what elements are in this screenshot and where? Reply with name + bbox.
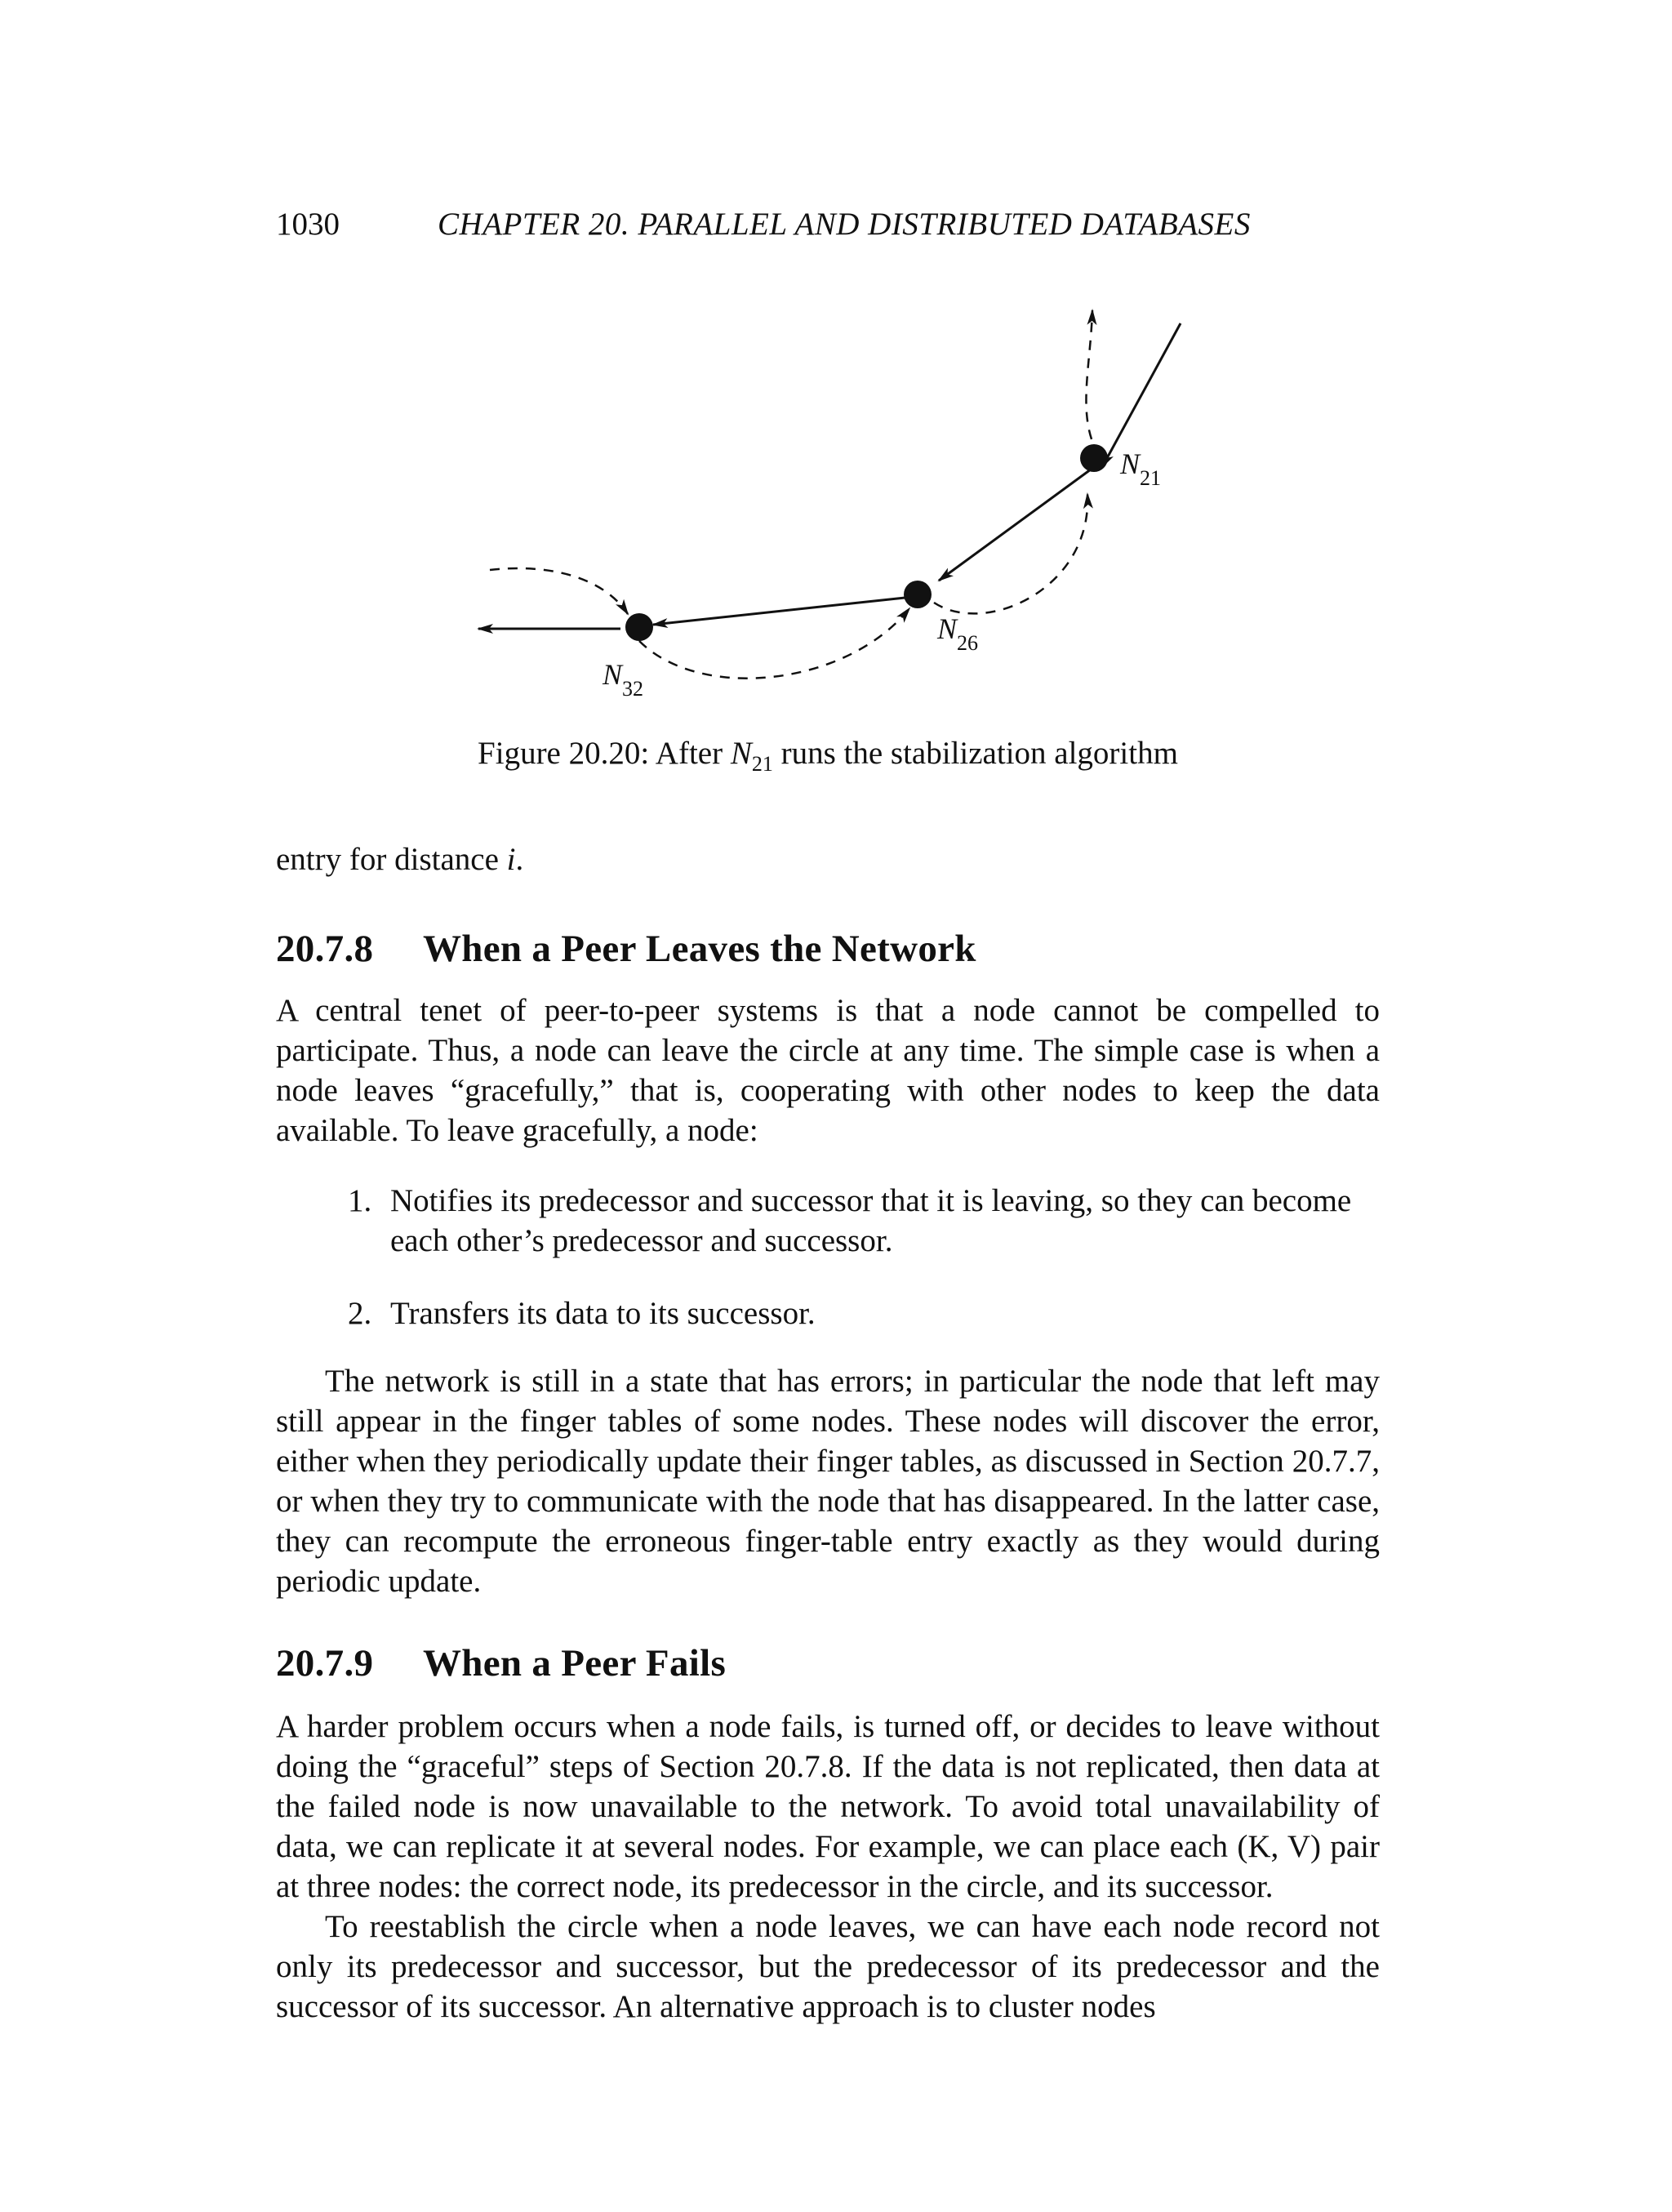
node-n32-label: N32 <box>603 658 644 701</box>
dashed-edge-n32-to-n26 <box>639 608 909 679</box>
section-number: 20.7.9 <box>276 1642 374 1685</box>
paragraph-harder-problem: A harder problem occurs when a node fails, is turned off, or decides to leave without doing the “graceful” steps of Section 20.7.8. If the data is not replicated, then data at the failed node is now unavailable to the network. To avoid total unavailability of data, we can replicate it at several nodes. For example, we can place each (K, V) pair at three nodes: the correct node, its predecessor in the circle, and its successor. <box>276 1709 1380 1904</box>
edge-n26-to-n32 <box>653 597 913 625</box>
dashed-edge-incoming-to-n32 <box>490 568 628 614</box>
figure-chord-ring <box>276 294 1380 719</box>
figure-caption <box>276 735 1380 777</box>
caption-sub: 21 <box>751 751 773 776</box>
dashed-edge-n21-upward <box>1086 310 1099 456</box>
list-item <box>348 1293 1380 1333</box>
list-item-text: Notifies its predecessor and successor that it is leaving, so they can become each other’s predecessor and successor. <box>390 1183 1352 1258</box>
node-n26 <box>904 581 932 608</box>
list-item <box>348 1181 1380 1261</box>
figure-diagram <box>276 294 1380 719</box>
caption-prefix: Figure 20.20: After <box>478 736 731 771</box>
paragraph-central-tenet: A central tenet of peer-to-peer systems is that a node cannot be compelled to participate. Thus, a node can leave the circle at any time. The simple case is when a node leaves “gracefully,” that is, cooperating with other nodes to keep the data available. To leave gracefully, a node: <box>276 993 1380 1148</box>
dashed-edge-n26-to-n21 <box>934 494 1087 613</box>
node-n21-label: N21 <box>1120 447 1162 490</box>
page-number: 1030 <box>276 207 340 242</box>
paragraph-entry-for-distance: entry for distance i. <box>276 842 524 877</box>
section-title: When a Peer Fails <box>423 1642 727 1685</box>
node-n32 <box>625 613 653 641</box>
paragraph-reestablish-circle: To reestablish the circle when a node leaves, we can have each node record not only its predecessor and successor, but the predecessor of its predecessor and the successor of its successor. An alternative approach is to cluster nodes <box>276 1909 1380 2024</box>
section-title: When a Peer Leaves the Network <box>423 928 976 970</box>
edge-n21-to-n26 <box>939 467 1094 581</box>
list-marker: 1. <box>348 1183 372 1218</box>
running-head <box>276 206 1380 247</box>
node-n21 <box>1080 444 1108 472</box>
caption-suffix: runs the stabilization algorithm <box>772 736 1178 771</box>
edge-incoming-to-n21 <box>1102 323 1181 467</box>
section-heading-20-7-8 <box>276 927 976 971</box>
caption-var: N <box>730 736 752 771</box>
list-item-text: Transfers its data to its successor. <box>390 1296 816 1331</box>
node-n26-label: N26 <box>937 612 979 655</box>
section-heading-20-7-9 <box>276 1641 726 1685</box>
graceful-leave-steps <box>348 1181 1380 1333</box>
list-marker: 2. <box>348 1296 372 1331</box>
section-number: 20.7.8 <box>276 928 374 970</box>
paragraph-network-errors: The network is still in a state that has errors; in particular the node that left may still appear in the finger tables of some nodes. These nodes will discover the error, either when they periodically update their finger tables, as discussed in Section 20.7.7, or when they try to communicate with the node that has disappeared. In the latter case, they can recompute the erroneous finger-table entry exactly as they would during periodic update. <box>276 1364 1380 1599</box>
chapter-title: CHAPTER 20. PARALLEL AND DISTRIBUTED DATABASES <box>438 207 1251 242</box>
